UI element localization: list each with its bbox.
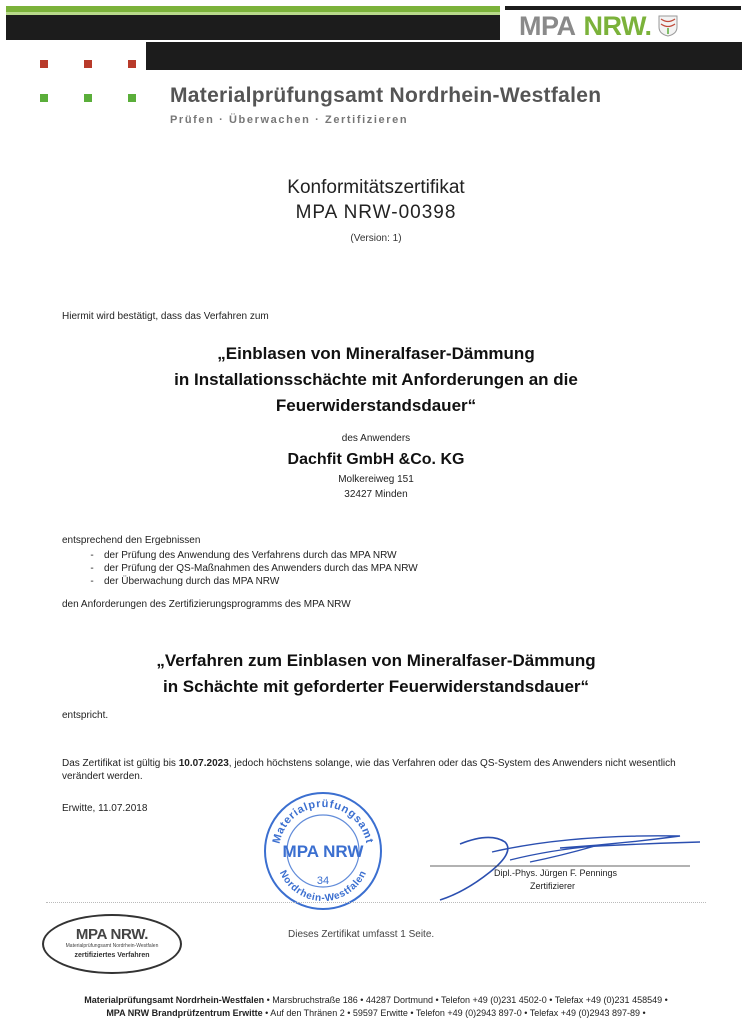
stamp-number: 34 <box>316 875 330 887</box>
stamp-top-text: Materialprüfungsamt <box>270 797 376 845</box>
signatory-name: Dipl.-Phys. Jürgen F. Pennings <box>494 868 618 878</box>
company-city: 32427 Minden <box>344 489 408 500</box>
deco-square-green <box>128 94 136 102</box>
procedure-line: „Einblasen von Mineralfaser-Dämmung <box>217 344 535 363</box>
certificate-version: (Version: 1) <box>350 233 402 244</box>
logo-nrw-text: NRW. <box>583 10 652 41</box>
footer-line-1: Materialprüfungsamt Nordrhein-Westfalen • Marsbruchstraße 186 • 44287 Dortmund • Telefon +49 (0)231 4502-0 • Telefax +49 (0)231 458549 • <box>84 995 668 1005</box>
organization-tagline: Prüfen · Überwachen · Zertifizieren <box>170 114 409 126</box>
procedure-heading <box>0 341 752 419</box>
certificate-title: Konformitätszertifikat <box>287 177 465 198</box>
company-name: Dachfit GmbH &Co. KG <box>287 451 465 468</box>
certificate-number: MPA NRW-00398 <box>295 202 457 223</box>
mpa-nrw-logo <box>505 6 741 42</box>
conforms-text: entspricht. <box>62 710 109 721</box>
procedure-line: in Installationsschächte mit Anforderungen an die <box>174 370 578 389</box>
footer-line-2: MPA NRW Brandprüfzentrum Erwitte • Auf den Thränen 2 • 59597 Erwitte • Telefon +49 (0)2943 897-0 • Telefax +49 (0)2943 897-89 • <box>106 1008 646 1018</box>
results-intro: entsprechend den Ergebnissen <box>62 535 201 546</box>
validity-text: Das Zertifikat ist gültig bis 10.07.2023, jedoch höchstens solange, wie das Verfahren oder das QS-System des Anwenders nicht wesentlich verändert werden. <box>62 758 676 782</box>
pages-note: Dieses Zertifikat umfasst 1 Seite. <box>288 929 435 940</box>
seal-subtitle: Materialprüfungsamt Nordrhein-Westfalen <box>65 943 159 949</box>
deco-square-red <box>84 60 92 68</box>
results-list <box>80 549 418 588</box>
list-item: - der Prüfung des Anwendung des Verfahrens durch das MPA NRW <box>90 550 397 561</box>
separator-line <box>46 902 706 903</box>
organization-name: Materialprüfungsamt Nordrhein-Westfalen <box>170 84 602 107</box>
list-item: - der Prüfung der QS-Maßnahmen des Anwenders durch das MPA NRW <box>90 563 418 574</box>
intro-text: Hiermit wird bestätigt, dass das Verfahren zum <box>62 311 269 322</box>
seal-label: zertifiziertes Verfahren <box>74 952 150 959</box>
header-light-stripe <box>6 12 500 15</box>
deco-square-green <box>40 94 48 102</box>
stamp-center-text: MPA NRW <box>282 842 364 861</box>
program-line: „Verfahren zum Einblasen von Mineralfaser-Dämmung <box>156 651 596 670</box>
deco-square-green <box>84 94 92 102</box>
place-date: Erwitte, 11.07.2018 <box>62 803 148 814</box>
deco-square-red <box>128 60 136 68</box>
program-heading <box>0 648 752 700</box>
requirements-text: den Anforderungen des Zertifizierungsprogramms des MPA NRW <box>62 599 351 610</box>
header-dark-band <box>146 42 742 70</box>
list-item: - der Überwachung durch das MPA NRW <box>90 576 280 587</box>
deco-square-red <box>40 60 48 68</box>
logo-mpa-text: MPA <box>519 10 576 41</box>
stamp-bottom-text: Nordrhein-Westfalen <box>276 868 370 905</box>
header-bar <box>6 6 500 40</box>
program-line: in Schächte mit geforderter Feuerwiderstandsdauer“ <box>162 677 590 696</box>
official-stamp <box>262 790 384 912</box>
validity-date: 10.07.2023 <box>178 758 229 769</box>
procedure-line: Feuerwiderstandsdauer“ <box>275 396 477 415</box>
company-street: Molkereiweg 151 <box>338 474 414 485</box>
signatory-role: Zertifizierer <box>530 881 576 891</box>
nrw-crest-icon <box>658 15 678 37</box>
applicant-label: des Anwenders <box>341 433 411 444</box>
seal-mpa-text: MPA NRW. <box>75 926 149 943</box>
certified-seal <box>42 914 182 974</box>
